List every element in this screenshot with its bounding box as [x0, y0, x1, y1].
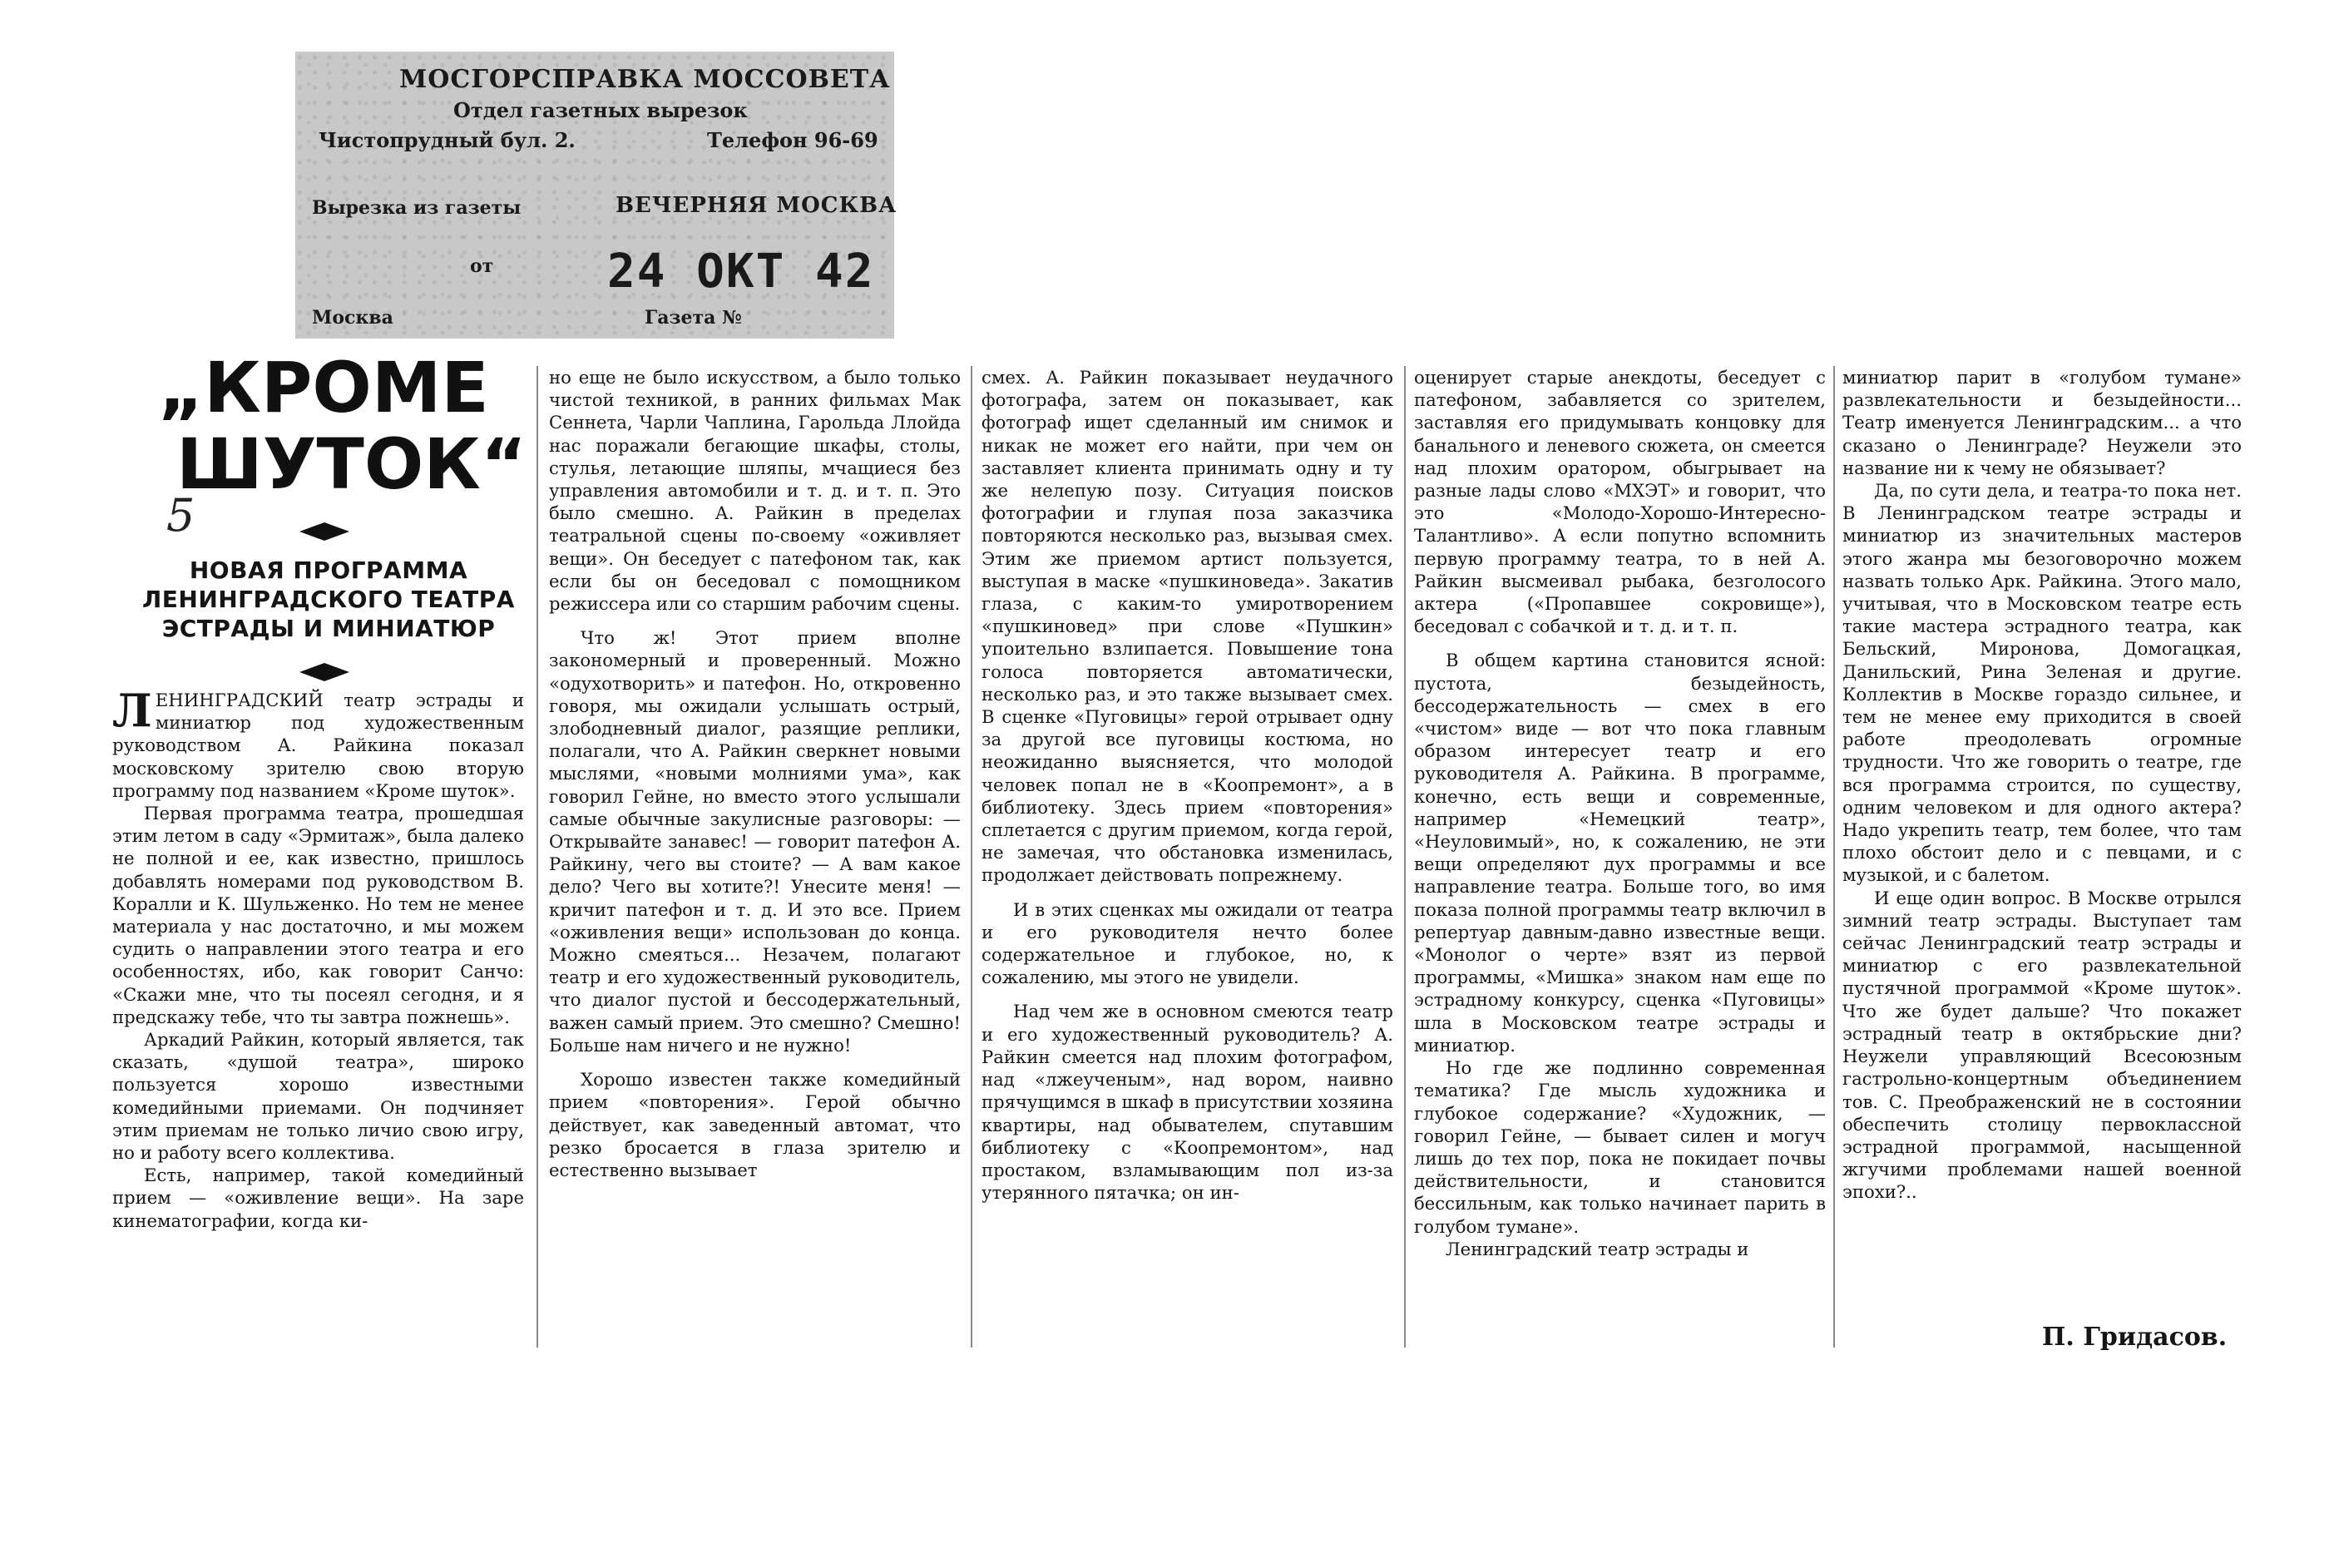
subtitle-line: ЛЕНИНГРАДСКОГО ТЕАТРА [142, 586, 515, 613]
article-paragraph: Над чем же в основном смеются театр и его художественный руководитель? А. Райкин смеется над плохим фотографом, над «лжеученым», над вором, наивно прячущимся в шкаф в присутствии хозяина квартиры, над обывателем, спутавшим библиотеку с «Коопремонтом», над простаком, взламывающим пол из-за утерянного пятачка; он ин- [982, 1001, 1393, 1204]
article-paragraph: Аркадий Райкин, который является, так сказать, «душой театра», широко пользуется хорошо известными комедийными приемами. Он подчиняет этим приемам не только личио свою игру, но и работу всего коллектива. [112, 1029, 524, 1164]
article-column-1 [112, 684, 524, 1232]
handwritten-mark: 5 [166, 489, 195, 542]
article-paragraph: Что ж! Этот прием вполне закономерный и проверенный. Можно «одухотворить» и патефон. Но, откровенно говоря, мы ожидали услышать острый, злободневный диалог, разящие реплики, полагали, что А. Райкин сверкнет новыми мыслями, «новыми молниями ума», как говорил Гейне, но вместо этого услышали самые обычные закулисные разговоры: — Открывайте занавес! — говорит патефон А. Райкину, чего вы стоите? — А вам какое дело? Чего вы хотите?! Унесите меня! — кричит патефон и т. д. И это все. Прием «оживления вещи» использован до конца. Можно смеяться... Незачем, полагают театр и его художественный руководитель, что диалог пустой и бессодержательный, важен самый прием. Это смешно? Смешно! Больше нам ничего и не нужно! [549, 627, 961, 1056]
column-divider [537, 366, 538, 1348]
author-signature: П. Гридасов. [2042, 1323, 2228, 1352]
article-paragraph: Но где же подлинно современная тематика? Где мысль художника и глубокое содержание? «Художник, — говорил Гейне, — бывает силен и могуч лишь до тех пор, пока не покидает почвы действительности, и становится бессильным, как только начинает парить в голубом тумане». [1414, 1057, 1826, 1237]
ornament-diamond-bottom [299, 663, 349, 681]
column-divider [1404, 366, 1406, 1348]
ornament-diamond-top [299, 522, 349, 541]
drop-cap: Л [112, 684, 152, 737]
article-title [116, 347, 527, 505]
clipping-stamp [295, 52, 897, 339]
stamp-phone: Телефон 96-69 [707, 128, 878, 152]
article-subtitle [125, 556, 532, 643]
article-column-5 [1842, 366, 2242, 1204]
paragraph-text: ЕНИНГРАДСКИЙ театр эстрады и миниатюр под художественным руководством А. Райкина показал московскому зрителю свою вторую программу под названием «Кроме шуток». [112, 690, 524, 801]
article-paragraph: И еще один вопрос. В Москве отрылся зимний театр эстрады. Выступает там сейчас Ленинградский театр эстрады и миниатюр с его развлекательной пустячной программой «Кроме шуток». Что же будет дальше? Что покажет эстрадный театр в октябрьские дни? Неужели управляющий Всесоюзным гастрольно-концертным объединением тов. С. Преображенский не в состоянии обеспечить столицу первоклассной эстрадной программой, насыщенной жгучими проблемами нашей военной эпохи?.. [1842, 887, 2242, 1203]
article-paragraph: Есть, например, такой комедийный прием — «оживление вещи». На заре кинематографии, когда ки- [112, 1165, 524, 1231]
column-divider [971, 366, 972, 1348]
article-paragraph: Первая программа театра, прошедшая этим летом в саду «Эрмитаж», была далеко не полной и ее, как известно, пришлось добавлять номерами под руководством В. Коралли и К. Шульженко. Но тем не менее материала у нас достаточно, и мы можем судить о направлении этого театра и его особенностях, ибо, как говорит Санчо: «Скажи мне, что ты посеял сегодня, и я предскажу тебе, что ты завтра пожнешь». [112, 803, 524, 1027]
stamp-city: Москва [312, 307, 393, 329]
article-paragraph: И в этих сценках мы ожидали от театра и его руководителя нечто более содержательное и глубокое, но, к сожалению, мы этого не увидели. [982, 898, 1393, 988]
article-paragraph: Ленинградский театр эстрады и [1446, 1238, 1749, 1259]
column-divider [1833, 366, 1835, 1348]
stamp-address: Чистопрудный бул. 2. [319, 128, 576, 152]
stamp-gazeta-number: Газета № [645, 307, 742, 329]
article-paragraph: смех. А. Райкин показывает неудачного фотографа, затем он показывает, как фотограф ищет сделанный им снимок и никак не может его найти, при чем он заставляет клиента принимать одну и ту же нелепую позу. Ситуация поисков фотографии и глупая поза заказчика повторяются несколько раз, вызывая смех. Этим же приемом артист пользуется, выступая в маске «пушкиноведа». Закатив глаза, с каким-то умиротворением «пушкиновед» при слове «Пушкин» упоительно взлипается. Повышение тона голоса повторяется автоматически, несколько раз, и это также вызывает смех. В сценке «Пуговицы» герой отрывает одну за другой все пуговицы костюма, но неожиданно выясняется, что молодой человек попал не в «Коопремонт», а в библиотеку. Здесь прием «повторения» сплетается с другим приемом, когда герой, не замечая, что обстановка изменилась, продолжает действовать попрежнему. [982, 367, 1393, 886]
stamp-organization: МОСГОРСПРАВКА МОССОВЕТА [399, 65, 891, 94]
article-paragraph: миниатюр парит в «голубом тумане» развлекательности и безыдейности... Театр именуется Ленинградским... а что сказано о Ленинграде? Неужели это название ни к чему не обязывает? [1842, 367, 2242, 478]
stamp-date: 24 ОКТ 42 [607, 245, 875, 299]
subtitle-line: НОВАЯ ПРОГРАММА [189, 556, 468, 584]
article-paragraph: но еще не было искусством, а было только чистой техникой, в ранних фильмах Мак Сеннета, Чарли Чаплина, Гарольда Ллойда нас поражали бегающие шкафы, столы, стулья, летающие шляпы, мчащиеся без управления автомобили и т. д. и т. п. Это было смешно. А. Райкин в пределах театральной сцены по-своему «оживляет вещи». Он беседует с патефоном так, как если бы он беседовал с помощником режиссера или со старшим рабочим сцены. [549, 367, 961, 615]
article-column-4 [1414, 366, 1826, 1260]
article-column-3 [982, 366, 1393, 1204]
article-paragraph [112, 684, 524, 802]
article-title-line2: ШУТОК“ [176, 423, 527, 505]
stamp-from-label: от [470, 255, 494, 277]
article-paragraph: Хорошо известен также комедийный прием «повторения». Герой обычно действует, как заведенный автомат, что резко бросается в глаза зрителю и естественно вызывает [549, 1069, 961, 1180]
article-paragraph: оценирует старые анекдоты, беседует с патефоном, забавляется со зрителем, заставляя его придумывать концовку для банального и леневого сюжета, он смеется над плохим оратором, обыгрывает на разные лады слово «МХЭТ» и говорит, что это «Молодо-Хорошо-Интересно-Талантливо». А если попутно вспомнить первую программу театра, то в ней А. Райкин высмеивал рыбака, безголосого актера («Пропавшее сокровище»), беседовал с собачкой и т. д. и т. п. [1414, 367, 1826, 637]
article-paragraph: В общем картина становится ясной: пустота, безыдейность, бессодержательность — смех в его «чистом» виде — вот что пока главным образом интересует театр и его руководителя А. Райкина. В программе, конечно, есть вещи и современные, например «Немецкий театр», «Неуловимый», но, к сожалению, не эти вещи определяют дух программы и все направление театра. Больше того, во имя показа полной программы театр включил в репертуар давным-давно известные вещи. «Монолог о черте» взят из первой программы, «Мишка» знаком нам еще по эстрадному конкурсу, сценка «Пуговицы» шла в Московском театре эстрады и миниатюр. [1414, 650, 1826, 1056]
article-column-2 [549, 366, 961, 1181]
article-paragraph: Да, по сути дела, и театра-то пока нет. В Ленинградском театре эстрады и миниатюр из значительных мастеров этого жанра мы безоговорочно можем назвать только Арк. Райкина. Этого мало, учитывая, что в Московском театре есть такие мастера эстрадного театра, как Бельский, Миронова, Домогацкая, Данильский, Рина Зеленая и другие. Коллектив в Москве гораздо сильнее, и тем не менее ему приходится в своей работе преодолевать огромные трудности. Что же говорить о театре, где вся программа строится, по существу, одним человеком и для одного актера? Надо укрепить театр, тем более, что там плохо обстоит дело и с певцами, и с музыкой, и с балетом. [1842, 480, 2242, 886]
article-title-line1: „КРОМЕ [158, 347, 489, 428]
stamp-newspaper: ВЕЧЕРНЯЯ МОСКВА [616, 193, 897, 218]
stamp-department: Отдел газетных вырезок [453, 98, 748, 122]
subtitle-line: ЭСТРАДЫ И МИНИАТЮР [161, 615, 496, 642]
stamp-cut-label: Вырезка из газеты [312, 197, 522, 219]
